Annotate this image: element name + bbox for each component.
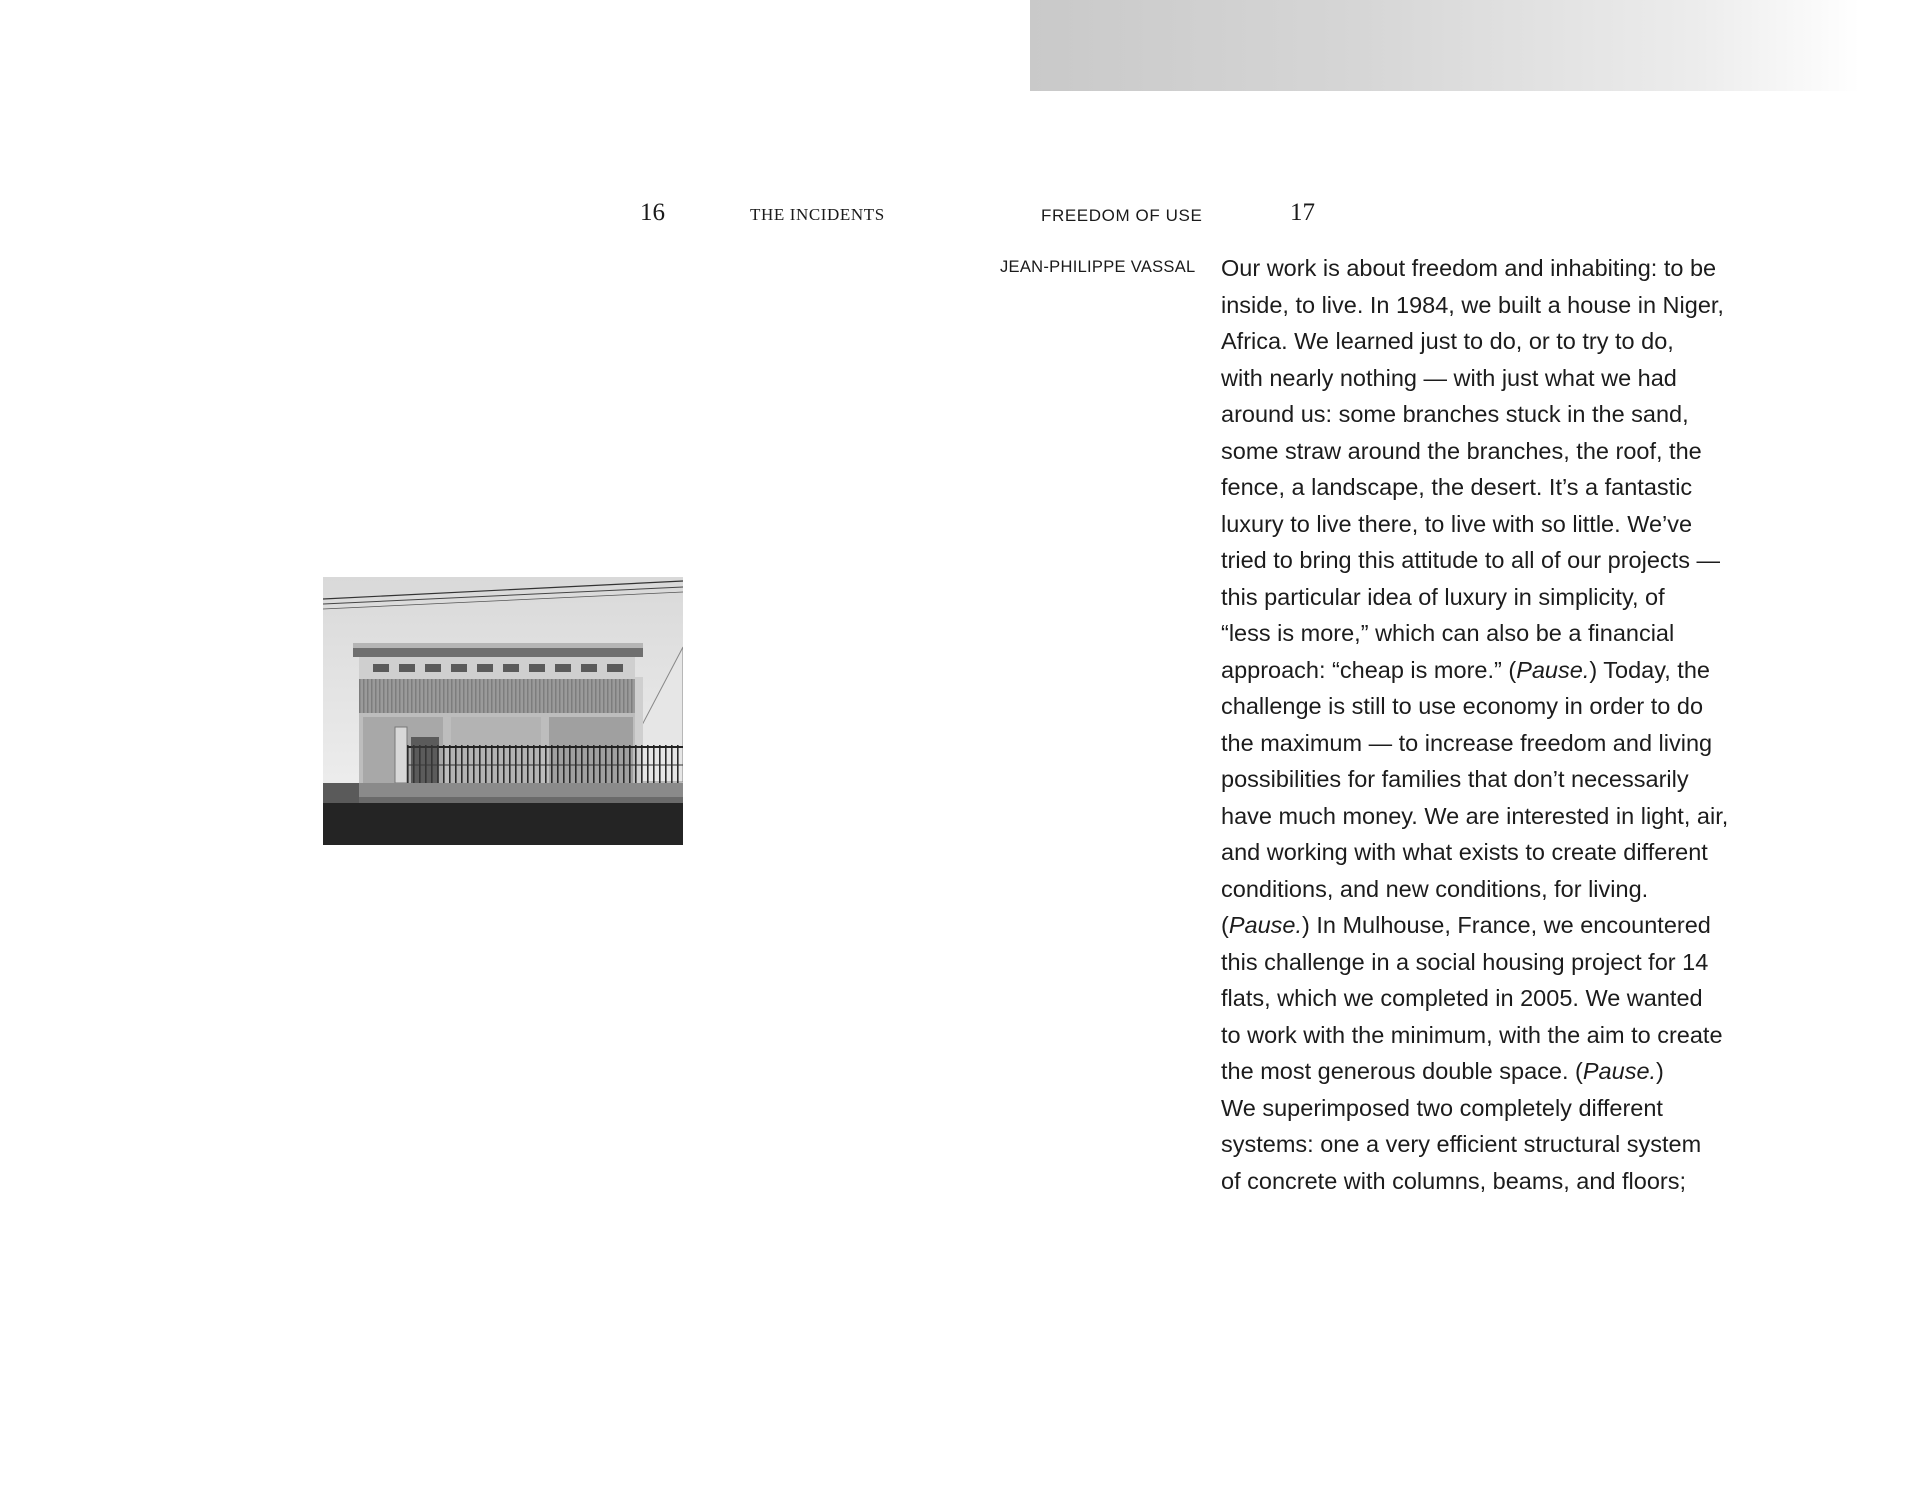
text-run: Our work is about freedom and inhabiting: to be — [1221, 255, 1717, 281]
text-run: luxury to live there, to live with so little. We’ve — [1221, 510, 1693, 537]
text-run: systems: one a very efficient structural system — [1221, 1131, 1702, 1157]
text-run: ( — [1221, 912, 1229, 938]
speaker-name: JEAN-PHILIPPE VASSAL — [1000, 258, 1196, 276]
body-text-line — [1221, 871, 1791, 908]
text-run: have much money. We are interested in light, air, — [1221, 802, 1729, 829]
body-text-line — [1221, 360, 1791, 397]
running-head-right: FREEDOM OF USE — [1041, 206, 1203, 225]
body-text-line — [1221, 1090, 1791, 1127]
body-text-line — [1221, 834, 1791, 871]
page-number-right: 17 — [1290, 199, 1315, 226]
text-run: with nearly nothing — with just what we had — [1221, 364, 1677, 391]
italic-run: Pause. — [1582, 1058, 1657, 1084]
body-text-line — [1221, 688, 1791, 725]
text-run: tried to bring this attitude to all of our projects — — [1221, 547, 1720, 573]
body-text-line — [1221, 980, 1791, 1017]
italic-run: Pause. — [1228, 912, 1302, 938]
text-run: to work with the minimum, with the aim to create — [1221, 1021, 1723, 1048]
body-text-line — [1221, 433, 1791, 470]
body-text-line — [1221, 1053, 1791, 1090]
top-gray-band — [1030, 0, 1860, 91]
body-text-line — [1221, 615, 1791, 652]
text-run: this challenge in a social housing project for 14 — [1221, 948, 1709, 975]
text-run: this particular idea of luxury in simplicity, of — [1221, 583, 1665, 610]
text-run: conditions, and new conditions, for living. — [1221, 875, 1649, 902]
text-run: ) Today, the — [1589, 656, 1710, 683]
text-run: Africa. We learned just to do, or to try to do, — [1221, 328, 1674, 354]
body-text-line — [1221, 652, 1791, 689]
text-run: the most generous double space. ( — [1221, 1058, 1583, 1084]
text-run: of concrete with columns, beams, and floors; — [1221, 1167, 1686, 1194]
italic-run: Pause. — [1516, 656, 1590, 683]
text-run: inside, to live. In 1984, we built a house in Niger, — [1221, 291, 1724, 318]
body-text-line — [1221, 542, 1791, 579]
house-photo-icon — [323, 577, 683, 845]
body-text-line — [1221, 1126, 1791, 1163]
body-text-line — [1221, 944, 1791, 981]
body-text-line — [1221, 250, 1791, 287]
text-run: possibilities for families that don’t necessarily — [1221, 766, 1689, 792]
body-text-line — [1221, 725, 1791, 762]
body-text-line — [1221, 907, 1791, 944]
text-run: approach: “cheap is more.” ( — [1221, 656, 1517, 683]
body-text-line — [1221, 506, 1791, 543]
text-run: We superimposed two completely different — [1221, 1094, 1663, 1121]
text-run: challenge is still to use economy in order to do — [1221, 693, 1704, 719]
body-text-line — [1221, 798, 1791, 835]
text-run: ) — [1656, 1058, 1664, 1084]
body-text-line — [1221, 1017, 1791, 1054]
body-text-line — [1221, 396, 1791, 433]
body-text-line — [1221, 579, 1791, 616]
text-run: fence, a landscape, the desert. It’s a fantastic — [1221, 474, 1693, 500]
text-run: some straw around the branches, the roof, the — [1221, 437, 1702, 464]
text-run: ) In Mulhouse, France, we encountered — [1302, 912, 1711, 938]
text-run: and working with what exists to create different — [1221, 839, 1708, 865]
text-run: around us: some branches stuck in the sand, — [1221, 401, 1689, 427]
body-text-line — [1221, 287, 1791, 324]
text-run: “less is more,” which can also be a financial — [1221, 620, 1675, 646]
body-text-line — [1221, 469, 1791, 506]
body-text-line — [1221, 1163, 1791, 1200]
text-run: flats, which we completed in 2005. We wanted — [1221, 985, 1703, 1011]
text-run: the maximum — to increase freedom and living — [1221, 729, 1713, 756]
body-text-line — [1221, 761, 1791, 798]
running-head-left: THE INCIDENTS — [750, 205, 885, 224]
body-text-line — [1221, 323, 1791, 360]
body-text — [1221, 250, 1791, 1199]
page-number-left: 16 — [640, 199, 665, 226]
